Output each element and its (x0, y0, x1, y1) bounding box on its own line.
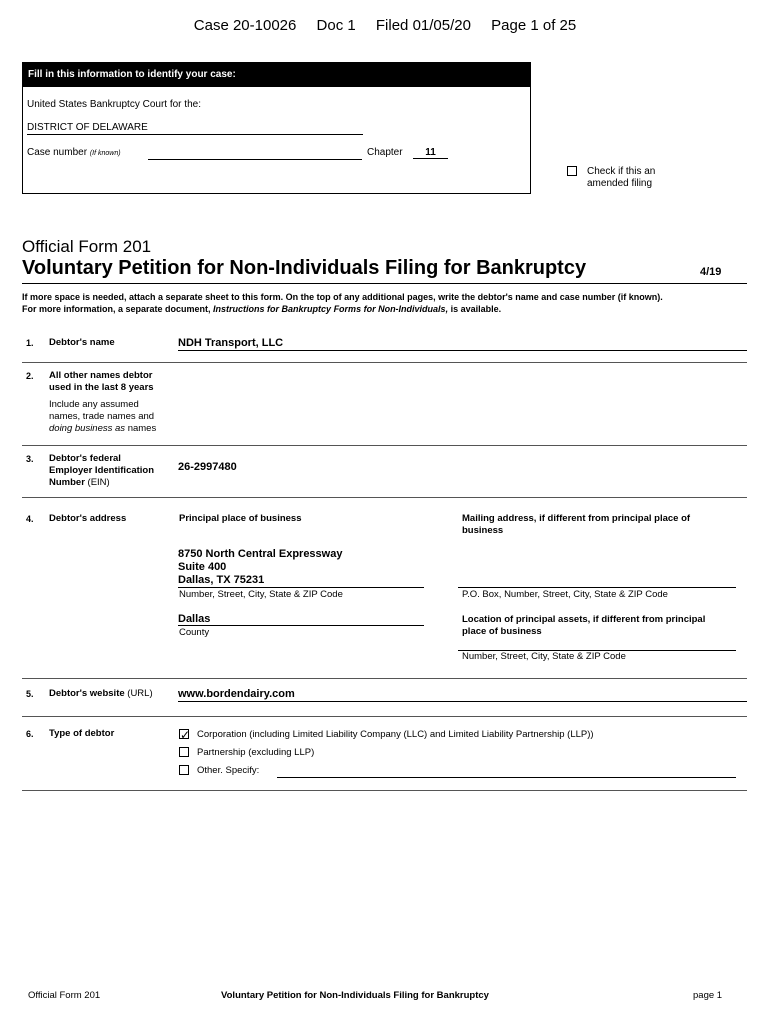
item-2-number: 2. (26, 371, 34, 381)
filed-date-header: Filed 01/05/20 (375, 17, 471, 34)
item-1-number: 1. (26, 338, 34, 348)
court-label: United States Bankruptcy Court for the: (27, 99, 201, 110)
form-title: Voluntary Petition for Non-Individuals Filing for Bankruptcy (22, 257, 587, 279)
partnership-option-label: Partnership (excluding LLP) (197, 747, 315, 758)
principal-address-field[interactable]: 8750 North Central Expressway Suite 400 Dallas, TX 75231 (178, 548, 424, 588)
doc-number-header: Doc 1 (316, 17, 356, 34)
partnership-checkbox[interactable] (179, 747, 189, 757)
footer-form-title: Voluntary Petition for Non-Individuals Filing for Bankruptcy (221, 990, 489, 1001)
section-divider (22, 445, 747, 446)
amended-filing-label: Check if this an amended filing (587, 166, 656, 189)
item-6-number: 6. (26, 729, 34, 739)
footer-form-number: Official Form 201 (28, 990, 101, 1001)
other-type-option-label: Other. Specify: (197, 765, 260, 776)
other-type-checkbox[interactable] (179, 765, 189, 775)
other-names-field[interactable] (178, 370, 747, 430)
form-edition: 4/19 (700, 266, 722, 278)
district-field[interactable]: DISTRICT OF DELAWARE (27, 122, 363, 135)
mailing-address-heading: Mailing address, if different from principal place of business (462, 513, 691, 536)
principal-assets-heading: Location of principal assets, if different from principal place of business (462, 614, 706, 637)
principal-place-heading: Principal place of business (179, 513, 302, 524)
case-number-hint: (If known) (89, 150, 121, 157)
principal-address-caption: Number, Street, City, State & ZIP Code (179, 589, 343, 600)
other-names-label: All other names debtor used in the last 8 years Include any assumed names, trade names and doing business as names (49, 370, 157, 434)
other-type-specify-field[interactable] (277, 777, 736, 778)
id-box-heading: Fill in this information to identify your case: (23, 63, 530, 87)
section-divider (22, 497, 747, 498)
case-number-label: Case number (If known) (27, 147, 121, 158)
form-number-title: Official Form 201 (22, 237, 152, 256)
po-box-caption: P.O. Box, Number, Street, City, State & ZIP Code (462, 589, 668, 600)
debtor-name-label: Debtor's name (49, 337, 115, 348)
court-filing-header (0, 17, 770, 34)
footer-page-number: page 1 (693, 990, 723, 1001)
corporation-option-label: Corporation (including Limited Liability Company (LLC) and Limited Liability Partnership (LLP)) (197, 729, 594, 740)
section-divider (22, 678, 747, 679)
item-5-number: 5. (26, 689, 34, 699)
section-divider (22, 362, 747, 363)
chapter-field[interactable]: 11 (413, 147, 448, 159)
page-count-header: Page 1 of 25 (491, 17, 577, 34)
debtor-address-label: Debtor's address (49, 513, 127, 524)
chapter-label: Chapter (367, 147, 403, 158)
section-divider (22, 716, 747, 717)
county-field[interactable]: Dallas (178, 613, 424, 626)
item-4-number: 4. (26, 514, 34, 524)
principal-assets-caption: Number, Street, City, State & ZIP Code (462, 651, 626, 662)
item-3-number: 3. (26, 454, 34, 464)
corporation-checkbox[interactable] (179, 728, 191, 742)
ein-label: Debtor's federal Employer Identification Number (EIN) (49, 453, 155, 488)
case-number-header: Case 20-10026 (193, 17, 297, 34)
mailing-address-field[interactable] (458, 587, 736, 588)
debtor-type-label: Type of debtor (49, 728, 115, 739)
website-field[interactable]: www.bordendairy.com (178, 688, 747, 702)
case-number-field[interactable] (148, 147, 362, 160)
case-identification-box (22, 62, 531, 194)
amended-filing-checkbox[interactable] (567, 166, 577, 176)
website-label: Debtor's website (URL) (49, 688, 153, 699)
check-mark-icon: ✓ (180, 728, 191, 742)
section-divider (22, 790, 747, 791)
debtor-name-field[interactable]: NDH Transport, LLC (178, 337, 747, 351)
county-caption: County (179, 627, 210, 638)
instructions-note: If more space is needed, attach a separate sheet to this form. On the top of any additional pages, write the debtor's name and case number (if known). For more information, a separate document, Instructions for Bankruptcy Forms for Non-Individuals, is available. (22, 292, 663, 314)
ein-field[interactable]: 26-2997480 (178, 461, 237, 473)
title-rule (22, 283, 747, 284)
